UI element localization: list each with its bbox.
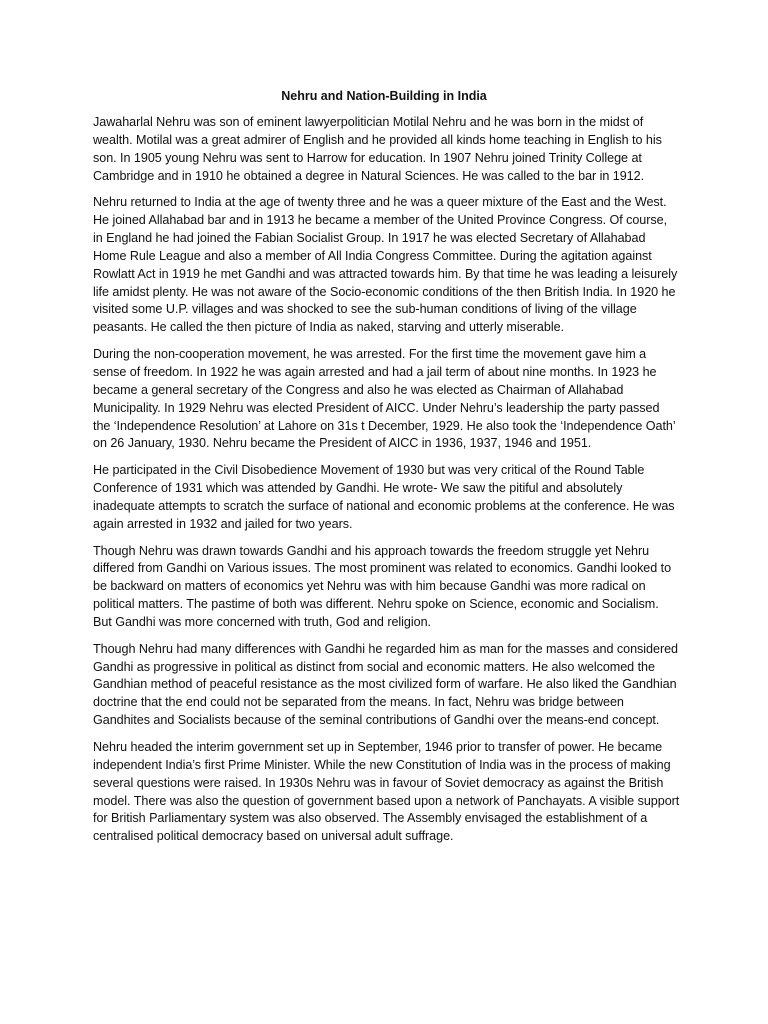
paragraph: Nehru returned to India at the age of twenty three and he was a queer mixture of the East and the West. He joined Allahabad bar and in 1913 he became a member of the United Province Congress. Of course, in England he had joined the Fabian Socialist Group. In 1917 he was elected Secretary of Allahabad Home Rule League and also a member of All India Congress Committee. During the agitation against Rowlatt Act in 1919 he met Gandhi and was attracted towards him. By that time he was leading a leisurely life amidst plenty. He was not aware of the Socio-economic conditions of the then British India. In 1920 he visited some U.P. villages and was shocked to see the sub-human conditions of living of the village peasants. He called the then picture of India as naked, starving and utterly miserable. [93,195,678,335]
paragraph: During the non-cooperation movement, he was arrested. For the first time the movement gave him a sense of freedom. In 1922 he was again arrested and had a jail term of about nine months. In 1923 he became a general secretary of the Congress and also he was elected as Chairman of Allahabad Municipality. In 1929 Nehru was elected President of AICC. Under Nehru’s leadership the party passed the ‘Independence Resolution’ at Lahore on 31s t December, 1929. He also took the ‘Independence Oath’ on 26 January, 1930. Nehru became the President of AICC in 1936, 1937, 1946 and 1951. [93,347,676,451]
document-title: Nehru and Nation-Building in India [281,89,487,103]
paragraph: Nehru headed the interim government set up in September, 1946 prior to transfer of power. He became independent India’s first Prime Minister. While the new Constitution of India was in the process of making several questions were raised. In 1930s Nehru was in favour of Soviet democracy as against the British model. There was also the question of government based upon a network of Panchayats. A visible support for British Parliamentary system was also observed. The Assembly envisaged the establishment of a centralised political democracy based on universal adult suffrage. [93,740,680,844]
paragraph: Though Nehru had many differences with Gandhi he regarded him as man for the masses and considered Gandhi as progressive in political as distinct from social and economic matters. He also welcomed the Gandhian method of peaceful resistance as the most civilized form of warfare. He also liked the Gandhian doctrine that the end could not be separated from the means. In fact, Nehru was bridge between Gandhites and Socialists because of the seminal contributions of Gandhi over the means-end concept. [93,641,679,728]
paragraph: Though Nehru was drawn towards Gandhi and his approach towards the freedom struggle yet Nehru differed from Gandhi on Various issues. The most prominent was related to economics. Gandhi looked to be backward on matters of economics yet Nehru was with him because Gandhi was more radical on political matters. The pastime of both was different. Nehru spoke on Science, economic and Socialism. But Gandhi was more concerned with truth, God and religion. [93,543,672,629]
paragraph: Jawaharlal Nehru was son of eminent lawyerpolitician Motilal Nehru and he was born in the midst of wealth. Motilal was a great admirer of English and he provided all kinds home teaching in English to his son. In 1905 young Nehru was sent to Harrow for education. In 1907 Nehru joined Trinity College at Cambridge and in 1910 he obtained a degree in Natural Sciences. He was called to the bar in 1912. [93,115,662,183]
document-body [93,114,680,855]
paragraph: He participated in the Civil Disobedience Movement of 1930 but was very critical of the Round Table Conference of 1931 which was attended by Gandhi. He wrote- We saw the pitiful and absolutely inadequate attempts to scratch the surface of national and economic problems at the conference. He was again arrested in 1932 and jailed for two years. [93,463,675,531]
